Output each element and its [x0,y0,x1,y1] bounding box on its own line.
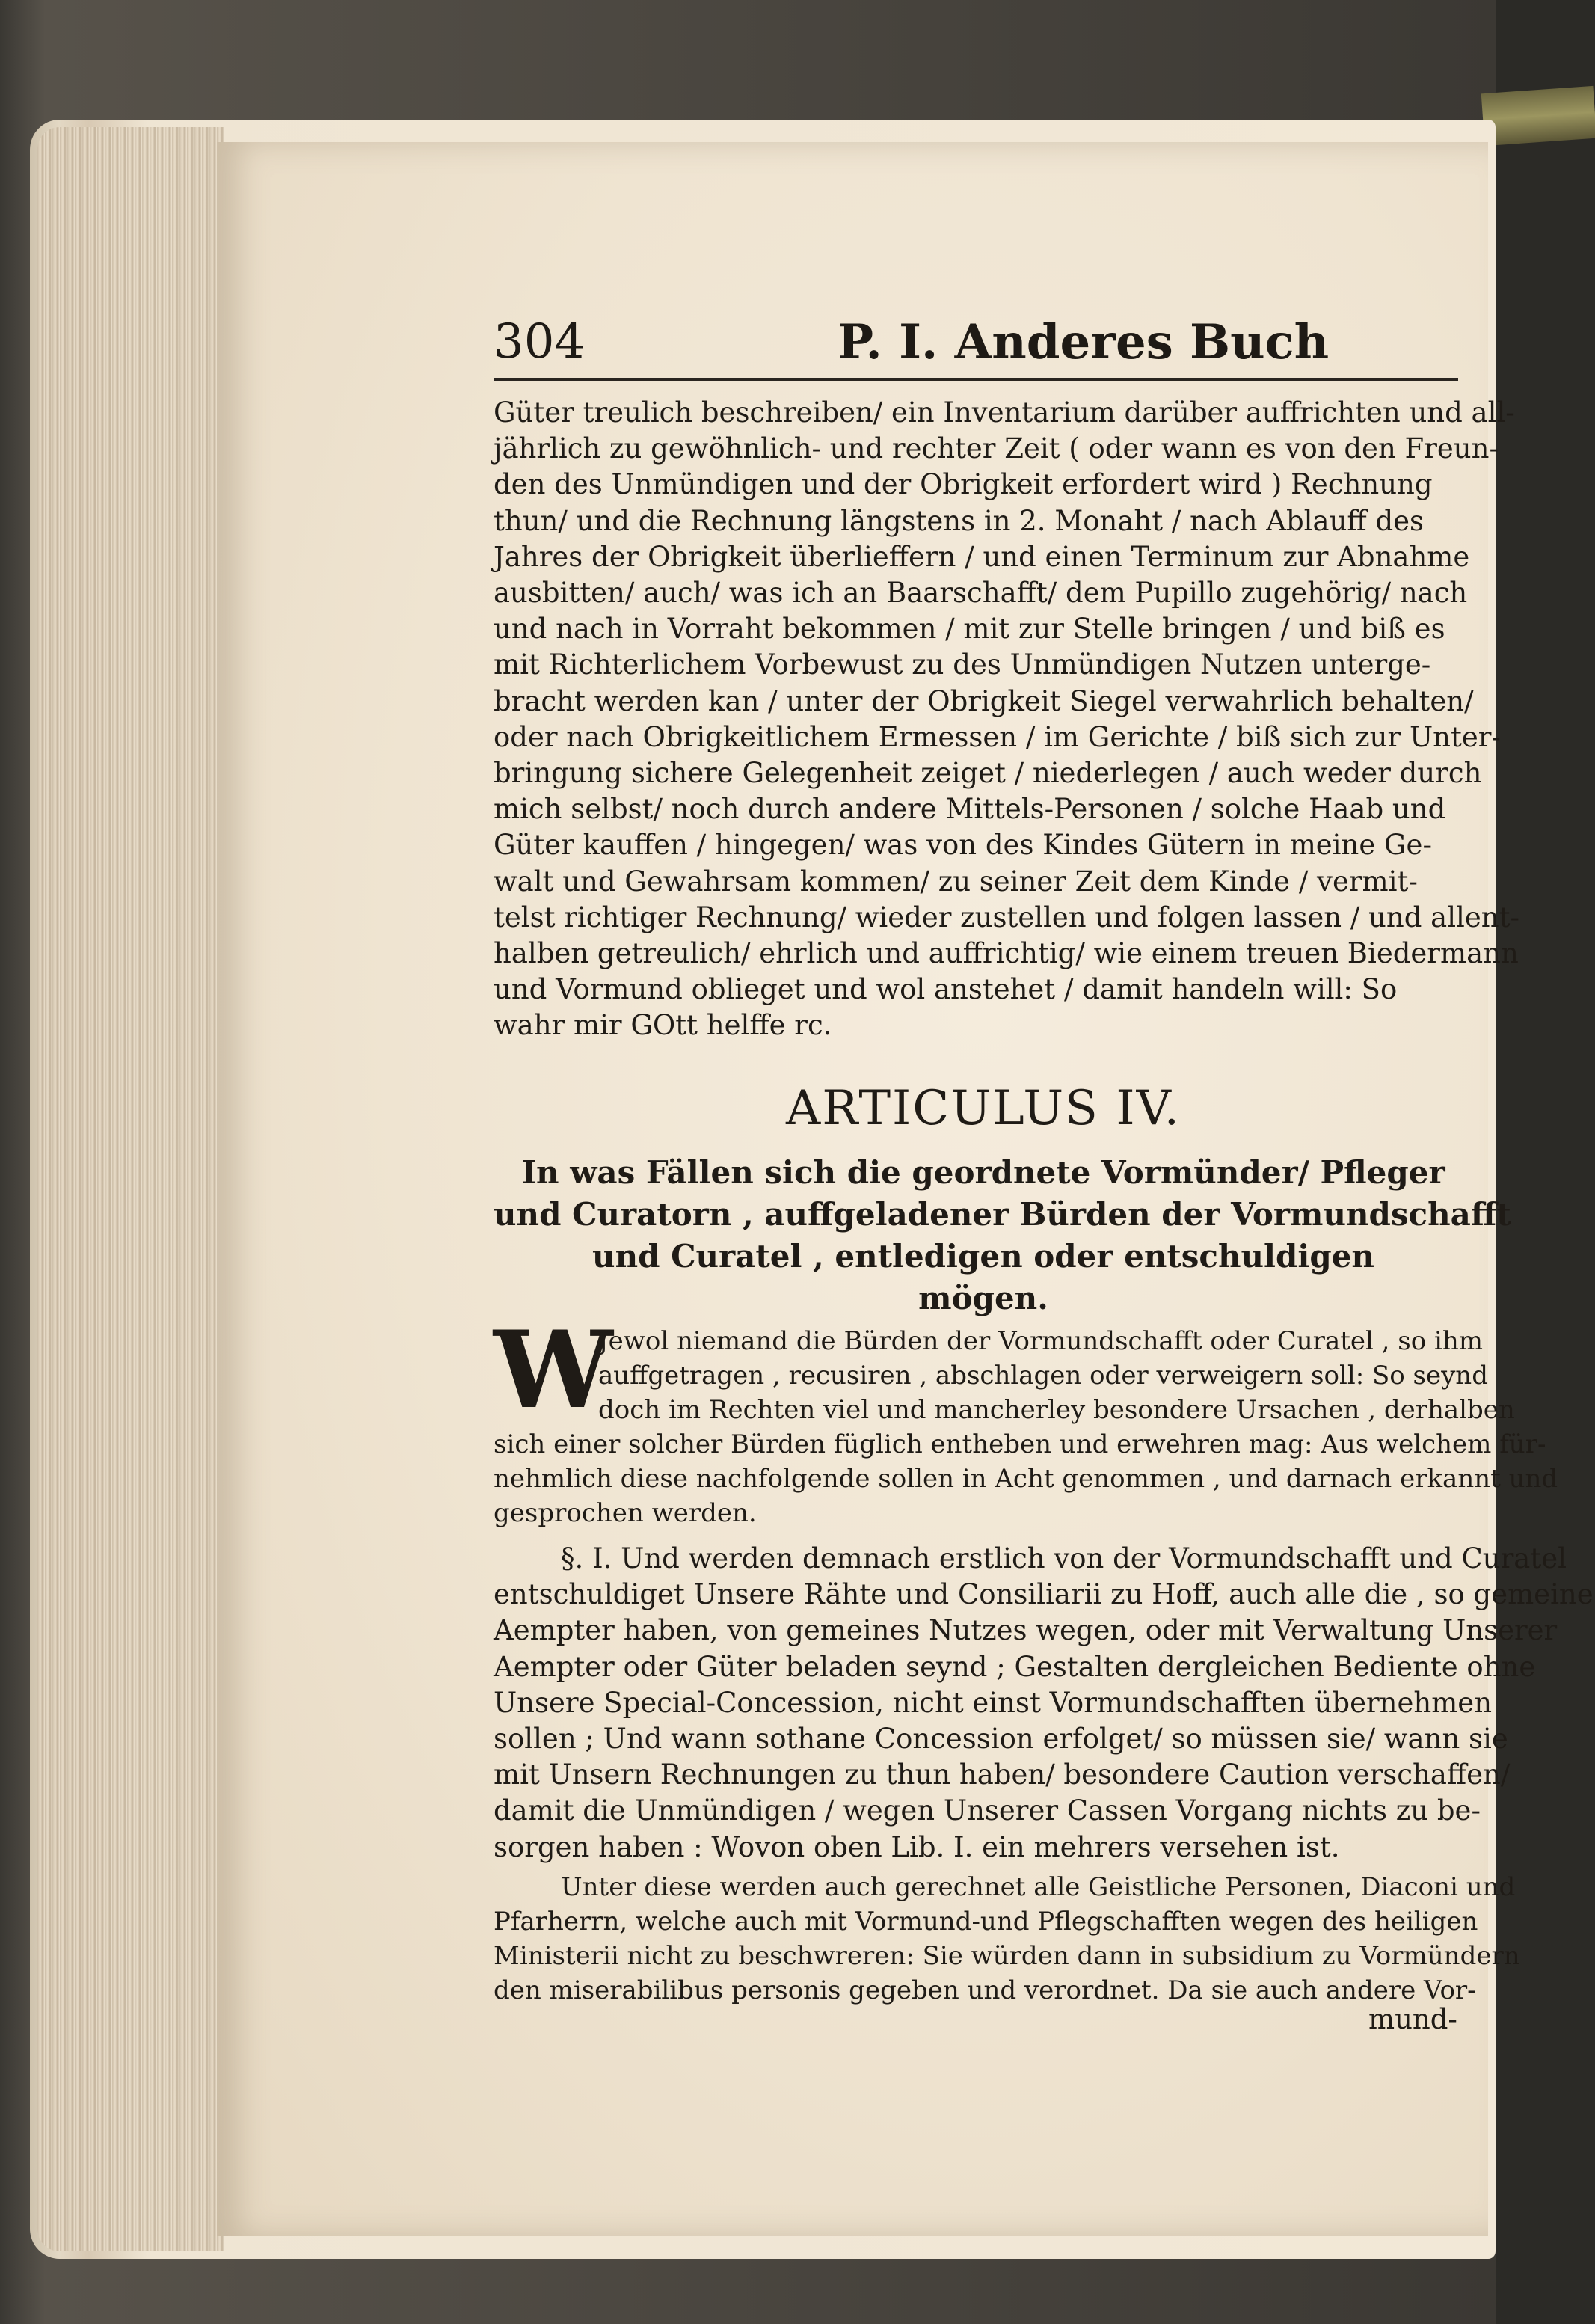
text-line: walt und Gewahrsam kommen/ zu seiner Zeit dem Kinde / vermit- [494,865,1418,898]
article-subheading [494,1152,1511,1319]
page-number: 304 [494,314,586,370]
text-line: sich einer solcher Bürden füglich entheben und erwehren mag: Aus welchem für- [494,1429,1546,1459]
header-rule [494,378,1458,381]
running-title: P. I. Anderes Buch [838,314,1330,370]
text-line: und Vormund oblieget und wol anstehet / damit handeln will: So [494,973,1398,1006]
section-1-paragraph [494,1541,1594,1865]
text-line: wahr mir GOtt helffe rc. [494,1009,832,1042]
text-line: auffgetragen , recusiren , abschlagen oder verweigern soll: So seynd [598,1361,1488,1391]
page-edges [37,127,224,2251]
article-title: ARTICULUS IV. [786,1081,1181,1136]
text-line: telst richtiger Rechnung/ wieder zustellen und folgen lassen / und allent- [494,901,1519,933]
text-line: Ministerii nicht zu beschwreren: Sie würden dann in subsidium zu Vormündern [494,1941,1520,1971]
page-header [494,314,1466,381]
subheading-line: In was Fällen sich die geordnete Vormünder/ Pfleger [521,1154,1445,1191]
text-line: thun/ und die Rechnung längstens in 2. Monaht / nach Ablauff des [494,504,1425,537]
text-line: entschuldiget Unsere Rähte und Consiliarii zu Hoff, auch alle die , so gemeine [494,1578,1594,1611]
subheading-line: mögen. [918,1280,1048,1316]
text-line: Unsere Special-Concession, nicht einst Vormundschafften übernehmen [494,1686,1493,1719]
text-line: Jewol niemand die Bürden der Vormundschafft oder Curatel , so ihm [598,1326,1484,1356]
text-line: Güter kauffen / hingegen/ was von des Kindes Gütern in meine Ge- [494,829,1432,862]
text-line: Pfarherrn, welche auch mit Vormund-und Pflegschafften wegen des heiligen [494,1907,1478,1937]
subheading-line: und Curatel , entledigen oder entschuldigen [592,1238,1374,1275]
text-line: doch im Rechten viel und mancherley besondere Ursachen , derhalben [598,1395,1515,1425]
decorated-initial: W [494,1308,613,1432]
text-line: mit Unsern Rechnungen zu thun haben/ besondere Caution verschaffen/ [494,1759,1511,1791]
intro-paragraph-tail [494,1427,1558,1530]
text-line: sorgen haben : Wovon oben Lib. I. ein mehrers versehen ist. [494,1830,1340,1863]
text-line: ausbitten/ auch/ was ich an Baarschafft/ dem Pupillo zugehörig/ nach [494,577,1468,610]
text-line: oder nach Obrigkeitlichem Ermessen / im Gerichte / biß sich zur Unter- [494,720,1501,753]
text-line: mich selbst/ noch durch andere Mittels-Personen / solche Haab und [494,793,1446,826]
text-line: den des Unmündigen und der Obrigkeit erfordert wird ) Rechnung [494,468,1433,501]
text-line: halben getreulich/ ehrlich und auffrichtig/ wie einem treuen Biedermann [494,937,1519,970]
text-line: damit die Unmündigen / wegen Unserer Cassen Vorgang nichts zu be- [494,1794,1481,1827]
text-line: mit Richterlichem Vorbewust zu des Unmündigen Nutzen unterge- [494,649,1431,681]
text-line: Aempter haben, von gemeines Nutzes wegen, oder mit Verwaltung Unserer [494,1614,1558,1647]
text-line: bringung sichere Gelegenheit zeiget / niederlegen / auch weder durch [494,757,1482,790]
text-line: Jahres der Obrigkeit überlieffern / und einen Terminum zur Abnahme [494,540,1470,573]
subheading-line: und Curatorn , auffgeladener Bürden der Vormundschafft [494,1196,1511,1233]
text-line: gesprochen werden. [494,1498,757,1528]
note-paragraph [494,1870,1520,2008]
text-line: den miserabilibus personis gegeben und verordnet. Da sie auch andere Vor- [494,1975,1476,2005]
text-line: und nach in Vorraht bekommen / mit zur Stelle bringen / und biß es [494,613,1445,646]
text-line: §. I. Und werden demnach erstlich von der Vormundschafft und Curatel [561,1542,1567,1575]
text-line: Güter treulich beschreiben/ ein Inventarium darüber auffrichten und all- [494,396,1515,429]
text-line: bracht werden kan / unter der Obrigkeit Siegel verwahrlich behalten/ [494,684,1474,717]
intro-paragraph-head [598,1324,1515,1427]
text-line: jährlich zu gewöhnlich- und rechter Zeit ( oder wann es von den Freun- [494,432,1499,465]
text-line: nehmlich diese nachfolgende sollen in Acht genommen , und darnach erkannt und [494,1464,1558,1494]
text-line: sollen ; Und wann sothane Concession erfolget/ so müssen sie/ wann sie [494,1723,1508,1756]
catchword: mund- [1368,2003,1457,2035]
bookmark-ribbon [1481,86,1595,146]
text-line: Unter diese werden auch gerechnet alle Geistliche Personen, Diaconi und [561,1872,1516,1902]
continuation-paragraph [494,395,1519,1044]
text-line: Aempter oder Güter beladen seynd ; Gestalten dergleichen Bediente ohne [494,1650,1536,1683]
